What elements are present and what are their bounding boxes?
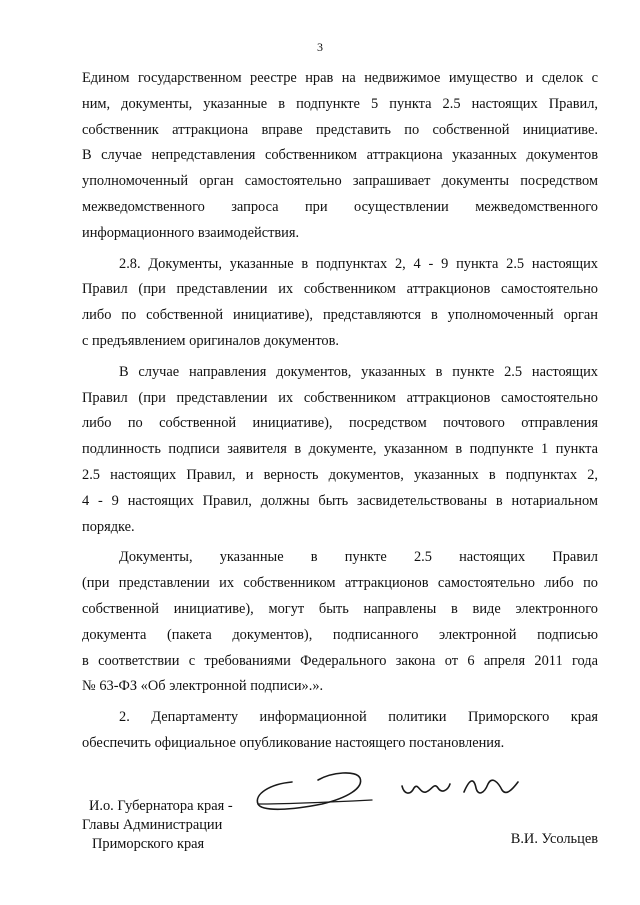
text-line: 2.8. Документы, указанные в подпунктах 2, 4 - 9 пункта 2.5 настоящих	[119, 255, 598, 272]
signatory-title-line3: Приморского края	[92, 836, 205, 852]
signatory-title-line2: Главы Администрации	[82, 817, 223, 833]
text-line: Документы, указанные в пункте 2.5 настоящих Правил	[119, 549, 598, 566]
paragraph-postal-submission	[82, 360, 598, 541]
text-line: Едином государственном реестре нрав на недвижимое имущество и сделок с	[82, 70, 598, 86]
paragraph-2-8	[82, 252, 598, 355]
text-line: обеспечить официальное опубликование настоящего постановления.	[82, 734, 505, 751]
text-line: с предъявлением оригиналов документов.	[82, 332, 340, 349]
text-line: собственник аттракциона вправе представить по собственной инициативе.	[82, 121, 598, 138]
signatory-title-line1: И.о. Губернатора края -	[89, 798, 233, 814]
text-line: подлинность подписи заявителя в документе, указанном в подпункте 1 пункта	[82, 441, 598, 458]
text-line: уполномоченный орган самостоятельно запрашивает документы посредством	[82, 173, 598, 190]
text-line: межведомственного запроса при осуществлении межведомственного	[82, 198, 598, 215]
text-line: В случае непредставления собственником аттракциона указанных документов	[82, 147, 598, 164]
text-line: документа (пакета документов), подписанного электронной подписью	[82, 626, 598, 643]
page-number: 3	[317, 40, 323, 54]
paragraph-continuation	[82, 66, 598, 247]
paragraph-electronic-submission	[82, 545, 598, 700]
text-line: ним, документы, указанные в подпункте 5 пункта 2.5 настоящих Правил,	[82, 95, 598, 112]
text-line: информационного взаимодействия.	[82, 224, 300, 241]
paragraph-clause-2	[82, 705, 598, 757]
text-line: либо по собственной инициативе), посредством почтового отправления	[82, 415, 598, 432]
text-line: № 63-ФЗ «Об электронной подписи».».	[82, 678, 324, 695]
text-line: либо по собственной инициативе), представляются в уполномоченный орган	[82, 307, 598, 324]
text-line: В случае направления документов, указанных в пункте 2.5 настоящих	[119, 363, 598, 380]
text-line: Правил (при представлении их собственником аттракционов самостоятельно	[82, 389, 598, 406]
handwritten-signature	[252, 760, 522, 820]
text-line: 2.5 настоящих Правил, и верность документов, указанных в подпунктах 2,	[82, 466, 598, 483]
text-line: в соответствии с требованиями Федерального закона от 6 апреля 2011 года	[82, 652, 598, 669]
text-line: собственной инициативе), могут быть направлены в виде электронного	[82, 600, 598, 617]
signatory-name: В.И. Усольцев	[510, 831, 598, 847]
document-body	[82, 66, 598, 757]
text-line: 4 - 9 настоящих Правил, должны быть засвидетельствованы в нотариальном	[82, 492, 598, 509]
text-line: (при представлении их собственником аттракционов самостоятельно либо по	[82, 575, 598, 592]
text-line: Правил (при представлении их собственником аттракционов самостоятельно	[82, 281, 598, 298]
text-line: 2. Департаменту информационной политики Приморского края	[119, 709, 598, 726]
text-line: порядке.	[82, 518, 135, 535]
